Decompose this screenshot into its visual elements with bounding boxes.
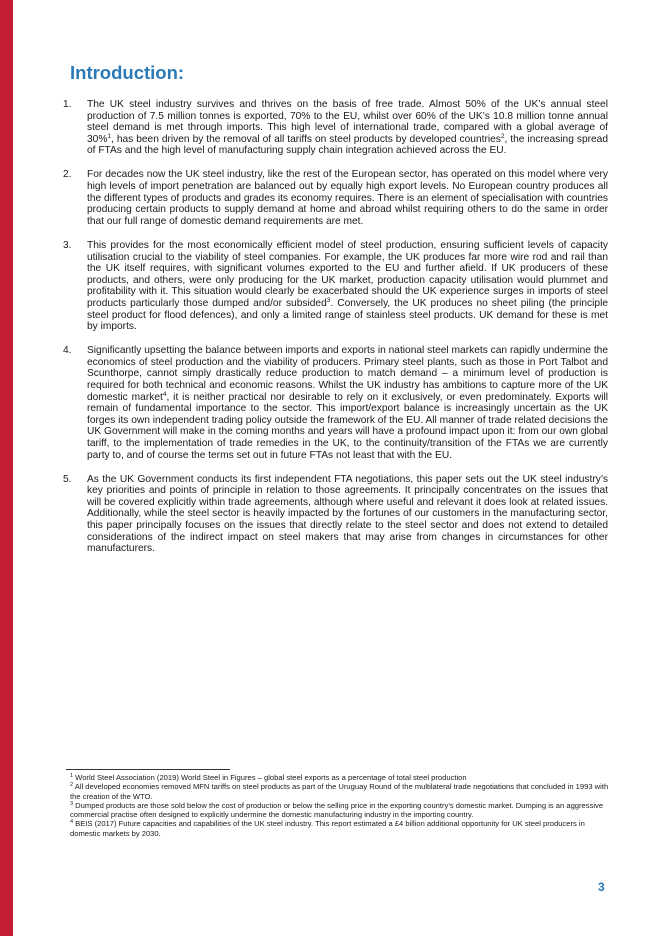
footnote-ref-1: 1 <box>107 132 112 140</box>
paragraph-text: As the UK Government conducts its first independent FTA negotiations, this paper sets out the UK steel industry’s key priorities and points of principle in relation to those agreements. It principally concentrates on the issues that will be covered explicitly within trade agreements, although where useful and relevant it does look at related issues. Additionally, while the steel sector is heavily impacted by the fortunes of our customers in the manufacturing sector, this paper principally focuses on the issues that directly relate to the steel sector and does not extend to detailed considerations of the indirect impact on steel makers that may arise from changes in circumstances for other manufacturers. <box>87 473 608 555</box>
paragraph-number: 5. <box>63 473 72 485</box>
page-number: 3 <box>598 880 605 894</box>
paragraph-3 <box>63 240 608 333</box>
paragraph-text: Significantly upsetting the balance between imports and exports in national steel markets can rapidly undermine the economics of steel production and the viability of producers. Primary steel plants, such as those in Port Talbot and Scunthorpe, cannot simply drastically reduce production to match demand – a minimum level of production is required for both technical and economic reasons. Whilst the UK industry has ambitions to capture more of the UK domestic market$^4$, it is neither practical nor desirable to rely on it exclusively, or even predominately. Exports will remain of fundamental importance to the sector. This import/export balance is increasingly uncertain as the UK forges its own independent trading policy outside the framework of the EU. All manner of trade related decisions the UK Government will make in the coming months and years will have a profound impact upon it: from our own global tariff, to the implementation of trade remedies in the UK, to the continuity/transition of the FTAs we are currently party to, and of course the terms set out in future FTAs not least that with the EU. <box>87 345 608 461</box>
paragraph-1 <box>63 99 608 157</box>
footnote-ref-2: 2 <box>500 132 505 140</box>
paragraph-text: For decades now the UK steel industry, like the rest of the European sector, has operated on this model where very high levels of import penetration are balanced out by equally high export levels. No European country produces all the different types of products and grades its economy requires. There is an element of specialisation with countries producing certain products to supply demand at home and abroad whilst requiring others to do the same in order that our full range of domestic demand requirements are met. <box>87 169 608 227</box>
footnote-separator <box>66 769 230 770</box>
footnote-4: $^4$ BEIS (2017) Future capacities and capabilities of the UK steel industry. This report estimated a £4 billion additional opportunity for UK steel producers in domestic markets by 2030. <box>70 819 585 838</box>
paragraph-4 <box>63 345 608 461</box>
paragraph-text: This provides for the most economically efficient model of steel production, ensuring sufficient levels of capacity utilisation crucial to the viability of steel companies. For example, the UK produces far more wire rod and rail than the UK itself requires, with significant volumes exported to the EU and further afield. If UK producers of these products, and others, were only producing for the UK market, production capacity utilisation would plummet and profitability with it. This situation would clearly be exacerbated should the UK experience surges in imports of steel products particularly those dumped and/or subsided$^3$. Conversely, the UK produces no sheet piling (the principle steel product for flood defences), and only a limited range of stainless steel products. UK demand for these is met by imports. <box>87 239 609 333</box>
footnote-3: $^3$ Dumped products are those sold below the cost of production or below the selling price in the exporting country’s domestic market. Dumping is an aggressive commercial practise often designed to explicitly undermine the domestic manufacturing industry in the importing country. <box>70 800 604 820</box>
side-accent-bar <box>0 0 13 936</box>
footnote-2: $^2$ All developed economies removed MFN tariffs on steel products as part of the Uruguay Round of the multilateral trade negotiations that concluded in 1993 with the creation of the WTO. <box>70 782 609 801</box>
footnote-ref-4: 4 <box>162 390 167 398</box>
footnote-ref-3: 3 <box>326 296 331 304</box>
paragraph-5 <box>63 474 608 555</box>
body-content <box>63 99 608 567</box>
paragraph-text: The UK steel industry survives and thrives on the basis of free trade. Almost 50% of the UK’s annual steel production of 7.5 million tonnes is exported, 70% to the EU, whilst over 60% of the UK’s 10.8 million tonne annual steel demand is met through imports. This high level of international trade, compared with a global average of 30%$^1$, has been driven by the removal of all tariffs on steel products by developed countries$^2$, the increasing spread of FTAs and the high level of manufacturing supply chain integration achieved across the EU. <box>87 99 608 157</box>
footnotes <box>70 773 610 838</box>
paragraph-number: 4. <box>63 345 72 357</box>
paragraph-number: 3. <box>63 239 72 251</box>
paragraph-number: 2. <box>63 169 72 181</box>
paragraph-2 <box>63 169 608 227</box>
footnote-1: $^1$ World Steel Association (2019) World Steel in Figures – global steel exports as a percentage of total steel production <box>70 773 467 782</box>
paragraph-number: 1. <box>63 99 72 110</box>
page-title: Introduction: <box>70 62 185 83</box>
